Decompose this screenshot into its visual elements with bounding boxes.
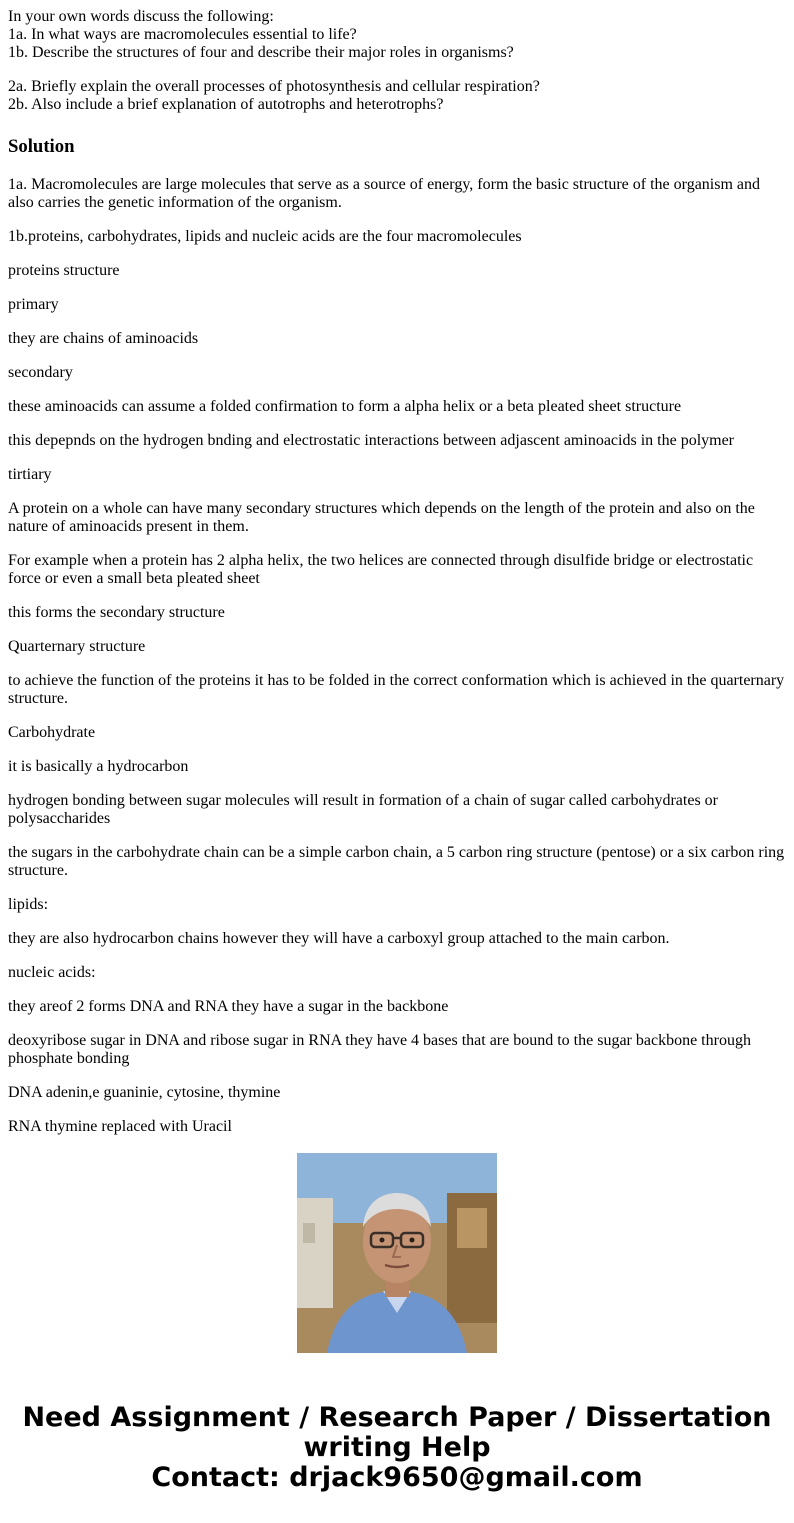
answer-paragraph: primary: [8, 296, 59, 313]
answer-paragraph: they areof 2 forms DNA and RNA they have a sugar in the backbone: [8, 998, 449, 1015]
question-part-2: [8, 78, 786, 114]
document-content: [8, 8, 786, 1135]
answer-paragraph: nucleic acids:: [8, 964, 96, 981]
answer-paragraph: lipids:: [8, 896, 49, 913]
answer-paragraph: they are also hydrocarbon chains however they will have a carboxyl group attached to the main carbon.: [8, 930, 670, 947]
question-2a: 2a. Briefly explain the overall processes of photosynthesis and cellular respiration?: [8, 78, 540, 95]
answer-paragraph: they are chains of aminoacids: [8, 330, 199, 347]
answer-paragraph: proteins structure: [8, 262, 120, 279]
answer-paragraph: these aminoacids can assume a folded confirmation to form a alpha helix or a beta pleated sheet structure: [8, 398, 682, 415]
answer-paragraph: 1b.proteins, carbohydrates, lipids and nucleic acids are the four macromolecules: [8, 228, 522, 245]
answer-paragraph: hydrogen bonding between sugar molecules will result in formation of a chain of sugar called carbohydrates or polysaccharides: [8, 792, 718, 827]
answer-paragraph: DNA adenin,e guaninie, cytosine, thymine: [8, 1084, 281, 1101]
answer-paragraph: this forms the secondary structure: [8, 604, 225, 621]
solution-body: [8, 176, 786, 1136]
solution-heading: Solution: [8, 136, 75, 157]
question-1b: 1b. Describe the structures of four and describe their major roles in organisms?: [8, 44, 514, 61]
answer-paragraph: deoxyribose sugar in DNA and ribose sugar in RNA they have 4 bases that are bound to the sugar backbone through phosphate bonding: [8, 1032, 751, 1067]
answer-paragraph: the sugars in the carbohydrate chain can be a simple carbon chain, a 5 carbon ring structure (pentose) or a six carbon ring structure.: [8, 844, 785, 879]
author-portrait: [297, 1153, 497, 1353]
answer-paragraph: A protein on a whole can have many secondary structures which depends on the length of the protein and also on the nature of aminoacids present in them.: [8, 500, 755, 535]
answer-paragraph: 1a. Macromolecules are large molecules that serve as a source of energy, form the basic structure of the organism and also carries the genetic information of the organism.: [8, 176, 761, 211]
answer-paragraph: For example when a protein has 2 alpha helix, the two helices are connected through disulfide bridge or electrostatic force or even a small beta pleated sheet: [8, 552, 754, 587]
answer-paragraph: Carbohydrate: [8, 724, 96, 741]
question-part-1: [8, 8, 786, 62]
contact-banner: [0, 1403, 794, 1493]
question-2b: 2b. Also include a brief explanation of autotrophs and heterotrophs?: [8, 96, 444, 113]
question-1a: 1a. In what ways are macromolecules essential to life?: [8, 26, 357, 43]
answer-paragraph: secondary: [8, 364, 73, 381]
answer-paragraph: tirtiary: [8, 466, 52, 483]
banner-line-2: writing Help: [303, 1432, 491, 1463]
author-avatar: [297, 1153, 497, 1353]
question-intro: In your own words discuss the following:: [8, 8, 274, 25]
banner-line-1: Need Assignment / Research Paper / Dissertation: [22, 1402, 772, 1433]
answer-paragraph: to achieve the function of the proteins it has to be folded in the correct conformation which is achieved in the quarternary structure.: [8, 672, 785, 707]
answer-paragraph: it is basically a hydrocarbon: [8, 758, 189, 775]
banner-contact-line: Contact: drjack9650@gmail.com: [151, 1462, 643, 1493]
answer-paragraph: RNA thymine replaced with Uracil: [8, 1118, 232, 1135]
answer-paragraph: this depepnds on the hydrogen bnding and electrostatic interactions between adjascent aminoacids in the polymer: [8, 432, 735, 449]
answer-paragraph: Quarternary structure: [8, 638, 146, 655]
